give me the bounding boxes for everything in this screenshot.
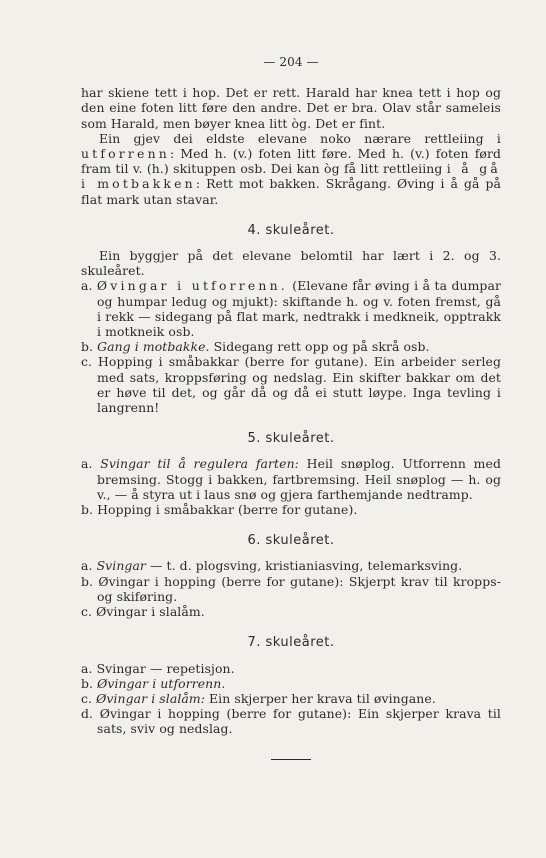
heading-4-skulearet: 4. skuleåret. <box>247 222 335 238</box>
heading-7-skulearet: 7. skuleåret. <box>247 635 335 651</box>
heading-6-skulearet: 6. skuleåret. <box>247 533 335 549</box>
s4-a-spaced: Øvingar i utforrenn. <box>96 278 288 294</box>
s5-a-italic: Svingar til å regulera farten: <box>100 456 299 472</box>
s4-a-label: a. <box>81 278 97 294</box>
s6-a-text: — t. d. plogsving, kristianiasving, telemarksving. <box>145 558 463 574</box>
p2-spaced-term: utforrenn <box>81 146 170 162</box>
s7-item-c <box>81 691 501 706</box>
p2-post: : Med h. (v.) foten litt føre. Med h. (v.) foten førd fram til v. (h.) skituppen osb. Dei kan òg få litt rettleiing <box>81 146 501 177</box>
s7-item-a: a. Svingar — repetisjon. <box>81 660 235 676</box>
s7-c-text: Ein skjerper her krava til øvingane. <box>205 690 436 706</box>
p2-spaced-term-2: i å gå i motbakken <box>81 161 501 192</box>
s4-b-text: Sidegang rett opp og på skrå osb. <box>209 339 430 355</box>
p2-pre: Ein gjev dei eldste elevane noko nærare rettleiing i <box>99 130 501 146</box>
s5-a-label: a. <box>81 456 101 472</box>
s7-item-b <box>81 676 501 691</box>
s6-item-b: b. Øvingar i hopping (berre for gutane): Skjerpt krav til kropps- og skiføring. <box>81 573 501 604</box>
p2-post-2: : Rett mot bakken. Skrågang. Øving i å gå på flat mark utan stavar. <box>81 176 501 207</box>
s6-a-label: a. <box>81 558 97 574</box>
s7-item-d: d. Øvingar i hopping (berre for gutane): Ein skjerper krava til sats, sviv og nedslag. <box>81 706 501 737</box>
s6-item-a <box>81 558 501 573</box>
heading-5-skulearet: 5. skuleåret. <box>247 431 335 447</box>
closing-rule <box>271 759 311 760</box>
book-page <box>81 55 501 760</box>
s5-a-text: Heil snøplog. Utforrenn med bremsing. Stogg i bakken, fartbremsing. Heil snøplog — h. og v., — å styra ut i laus snø og gjera farthemjande nedtramp. <box>97 456 501 502</box>
s4-item-b <box>81 339 501 354</box>
s5-item-b: b. Hopping i småbakkar (berre for gutane). <box>81 502 358 518</box>
s4-a-text: (Elevane får øving i å ta dumpar og humpar ledug og mjukt): skiftande h. og v. foten fremst, gå i rekk — sidegang på flat mark, nedtrakk i medkneik, opptrakk i motkneik osb. <box>97 278 501 340</box>
s7-b-italic: Øvingar i utforrenn. <box>97 675 226 691</box>
s5-item-a <box>81 456 501 502</box>
intro-paragraph-2 <box>81 131 501 207</box>
s4-item-a <box>81 278 501 339</box>
intro-paragraph-1: har skiene tett i hop. Det er rett. Harald har knea tett i hop og den eine foten litt føre den andre. Det er bra. Olav står sameleis som Harald, men bøyer knea litt òg. Det er fint. <box>81 85 501 131</box>
s7-c-italic: Øvingar i slalåm: <box>96 690 205 706</box>
s4-intro: Ein byggjer på det elevane belomtil har lært i 2. og 3. skuleåret. <box>81 248 501 279</box>
s4-b-italic: Gang i motbakke. <box>97 339 210 355</box>
s4-item-c: c. Hopping i småbakkar (berre for gutane). Ein arbeider serleg med sats, kroppsføring og nedslag. Ein skifter bakkar om det er høve til det, og går då og då ei stutt løype. Inga tevling i langrenn! <box>81 354 501 416</box>
s7-c-label: c. <box>81 690 97 706</box>
s7-b-label: b. <box>81 675 98 691</box>
page-number: — 204 — <box>263 55 319 69</box>
s6-item-c: c. Øvingar i slalåm. <box>81 604 205 620</box>
s4-b-label: b. <box>81 339 98 355</box>
s6-a-italic: Svingar <box>96 558 146 574</box>
